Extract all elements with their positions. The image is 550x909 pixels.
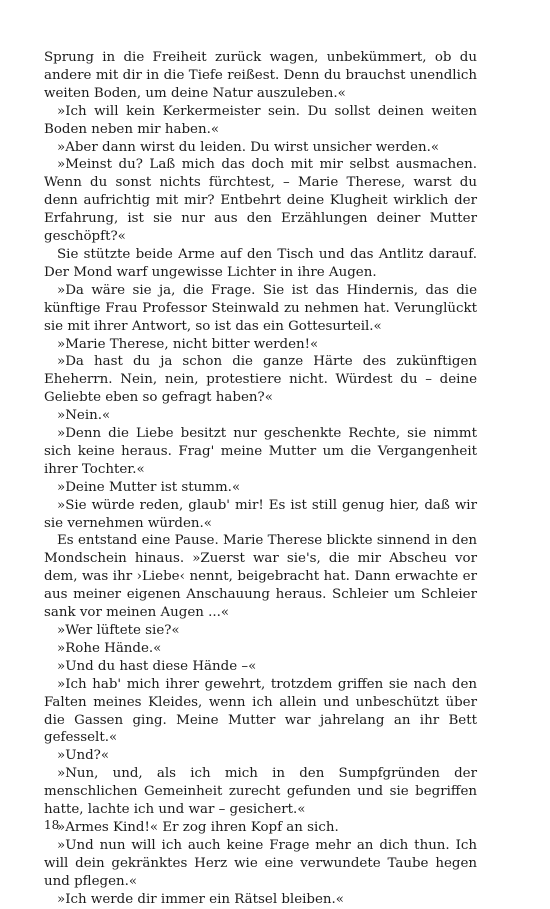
paragraph: Es entstand eine Pause. Marie Therese blickte sinnend in den Mondschein hinaus. »Zuerst war sie's, die mir Abscheu vor dem, was ihr ›Liebe‹ nennt, beigebracht hat. Dann erwachte er aus meiner eigenen Anschauung heraus. Schleier um Schleier sank vor meinen Augen ...« bbox=[44, 533, 477, 621]
paragraph: »Meinst du? Laß mich das doch mit mir selbst ausmachen. Wenn du sonst nichts fürchtest, – Marie Therese, warst du denn aufrichtig mit mir? Entbehrt deine Klugheit wirklich der Erfahrung, ist sie nur aus den Erzählungen deiner Mutter geschöpft?« bbox=[44, 157, 477, 245]
paragraph: »Und nun will ich auch keine Frage mehr an dich thun. Ich will dein gekränktes Herz wie eine verwundete Taube hegen und pflegen.« bbox=[44, 837, 477, 889]
paragraph: »Armes Kind!« Er zog ihren Kopf an sich. bbox=[57, 819, 339, 835]
paragraph: »Aber dann wirst du leiden. Du wirst unsicher werden.« bbox=[57, 139, 440, 155]
paragraph: »Und du hast diese Hände –« bbox=[57, 658, 257, 674]
paragraph: »Wer lüftete sie?« bbox=[57, 623, 180, 638]
paragraph: »Da wäre sie ja, die Frage. Sie ist das Hindernis, das die künftige Frau Professor Steinwald zu nehmen hat. Verunglückt sie mit ihrer Antwort, so ist das ein Gottesurteil.« bbox=[44, 282, 477, 334]
page-number: 18 bbox=[44, 818, 60, 832]
paragraph: »Rohe Hände.« bbox=[57, 640, 162, 656]
paragraph: »Und?« bbox=[57, 748, 110, 764]
paragraph: »Sie würde reden, glaub' mir! Es ist still genug hier, daß wir sie vernehmen würden.« bbox=[44, 497, 477, 531]
paragraph: »Nun, und, als ich mich in den Sumpfgründen der menschlichen Gemeinheit zurecht gefunden und sie begriffen hatte, lachte ich und war – gesichert.« bbox=[44, 766, 477, 818]
paragraph: »Da hast du ja schon die ganze Härte des zukünftigen Eheherrn. Nein, nein, protestiere nicht. Würdest du – deine Geliebte eben so gefragt haben?« bbox=[44, 354, 477, 406]
paragraph: Sprung in die Freiheit zurück wagen, unbekümmert, ob du andere mit dir in die Tiefe reißest. Denn du brauchst unendlich weiten Boden, um deine Natur auszuleben.« bbox=[44, 50, 477, 101]
paragraph: Sie stützte beide Arme auf den Tisch und das Antlitz darauf. Der Mond warf ungewisse Lichter in ihre Augen. bbox=[44, 246, 477, 280]
paragraph: »Denn die Liebe besitzt nur geschenkte Rechte, sie nimmt sich keine heraus. Frag' meine Mutter um die Vergangenheit ihrer Tochter.« bbox=[44, 426, 477, 477]
paragraph: »Marie Therese, nicht bitter werden!« bbox=[57, 336, 319, 352]
paragraph: »Nein.« bbox=[57, 408, 111, 424]
body-text bbox=[44, 49, 477, 909]
paragraph: »Ich will kein Kerkermeister sein. Du sollst deinen weiten Boden neben mir haben.« bbox=[44, 103, 477, 137]
paragraph: »Ich hab' mich ihrer gewehrt, trotzdem griffen sie nach den Falten meines Kleides, wenn ich allein und unbeschützt über die Gassen ging. Meine Mutter war jahrelang an ihr Bett gefesselt.« bbox=[44, 676, 477, 746]
paragraph: »Ich werde dir immer ein Rätsel bleiben.« bbox=[57, 891, 344, 907]
paragraph: »Deine Mutter ist stumm.« bbox=[57, 479, 241, 495]
